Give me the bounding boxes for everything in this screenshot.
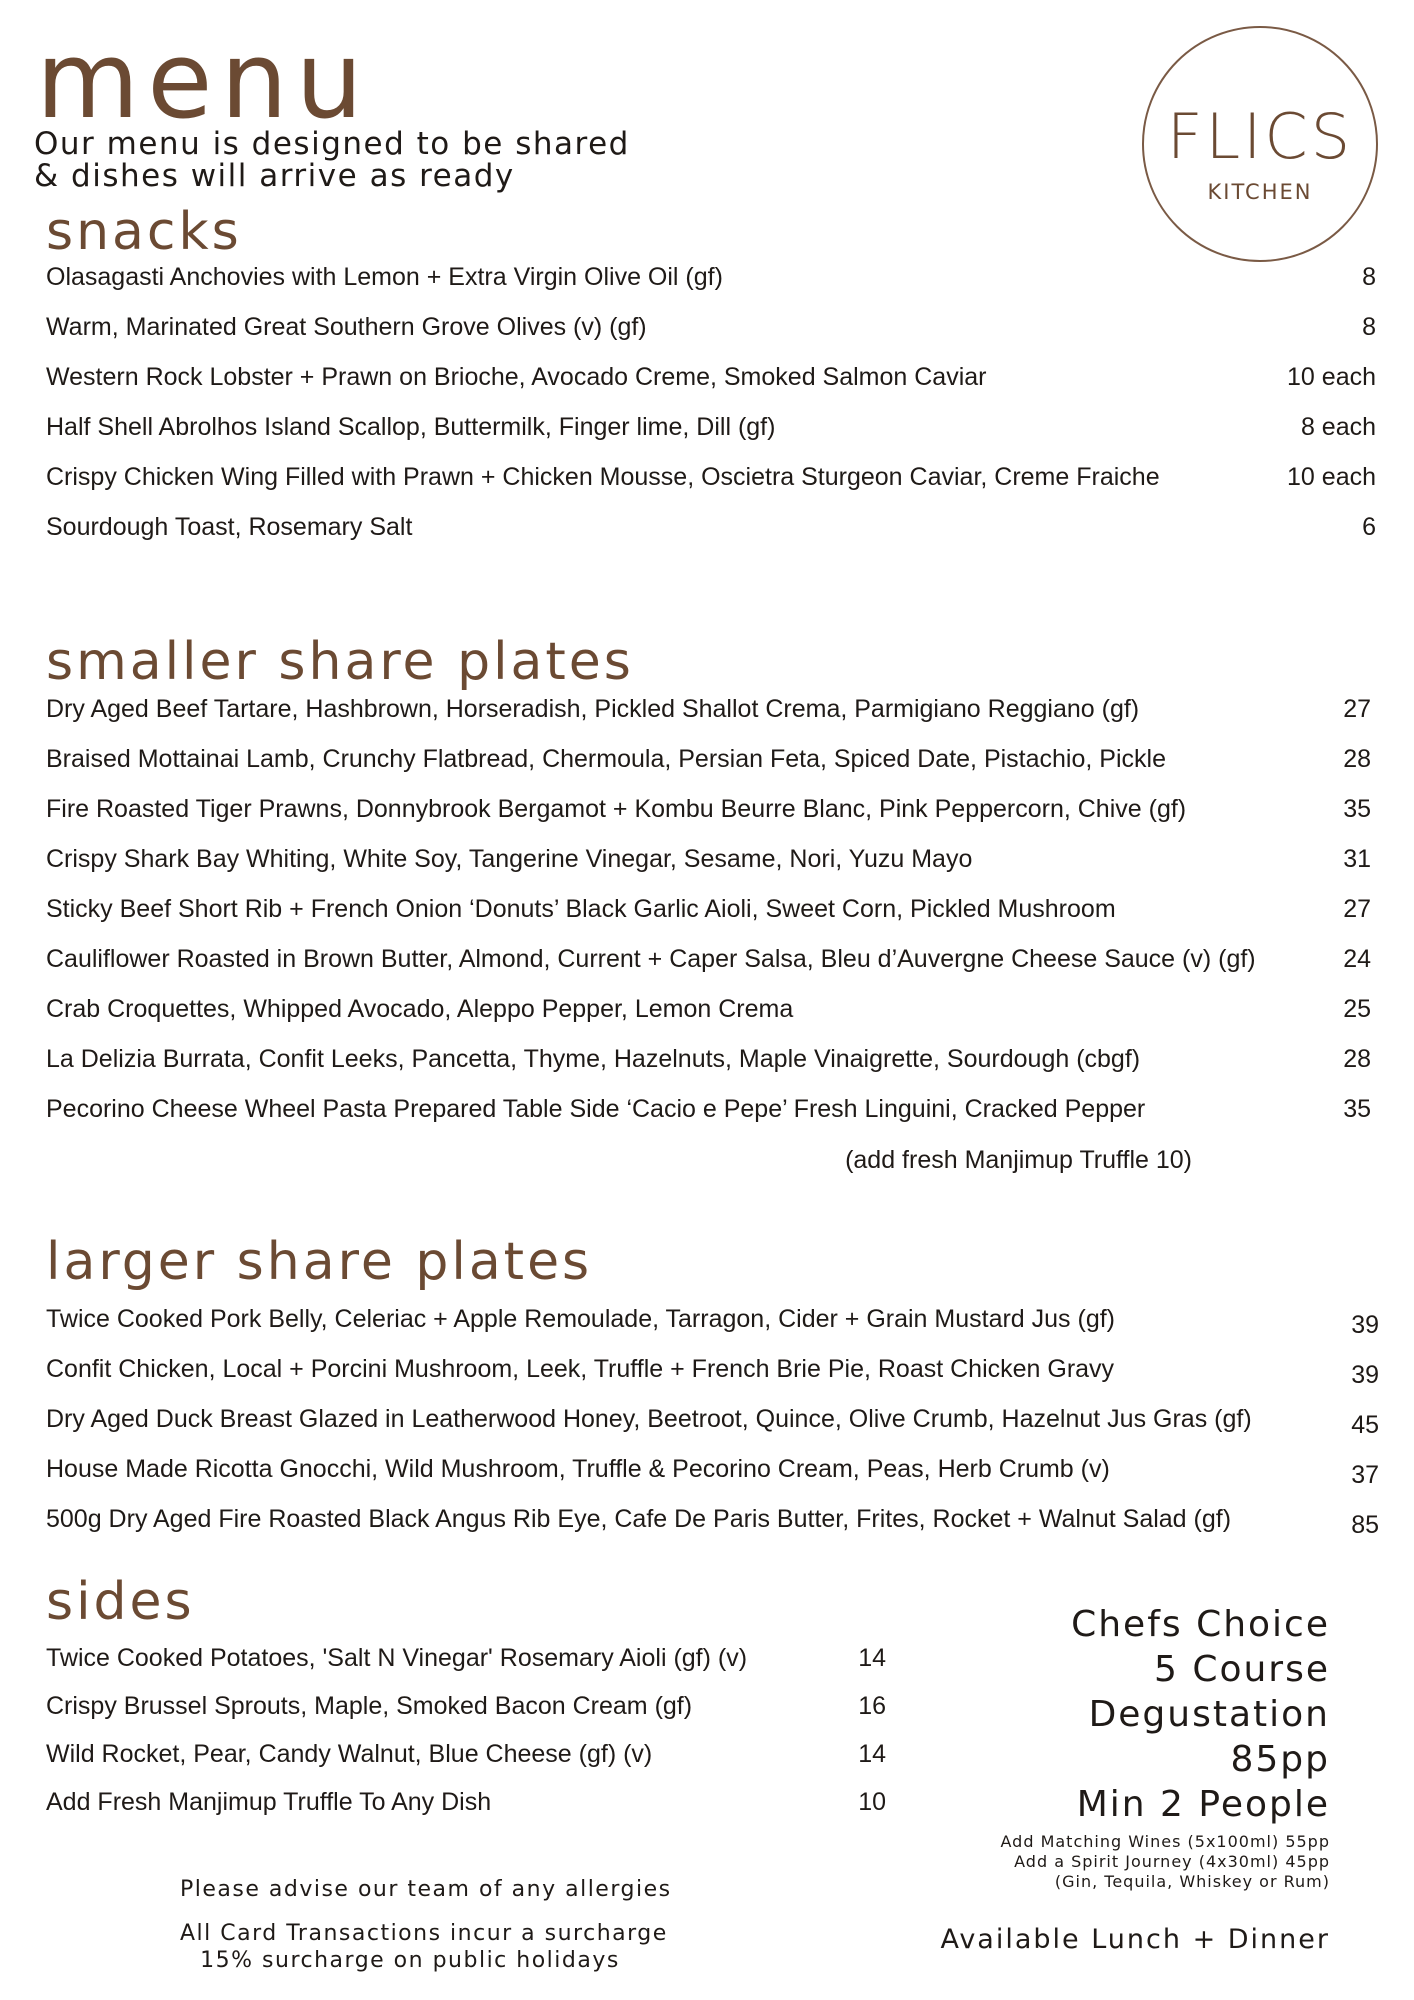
chefs-choice-line: Chefs Choice xyxy=(1071,1604,1330,1645)
list-item xyxy=(46,1034,1371,1084)
list-item xyxy=(46,1634,886,1682)
item-price: 28 xyxy=(1343,1045,1371,1073)
item-name: Add Fresh Manjimup Truffle To Any Dish xyxy=(46,1788,492,1816)
smaller-share-plates-list xyxy=(46,684,1371,1134)
list-item xyxy=(46,684,1371,734)
item-name: Confit Chicken, Local + Porcini Mushroom, Leek, Truffle + French Brie Pie, Roast Chicken Gravy xyxy=(46,1355,1115,1383)
list-item xyxy=(46,1494,1379,1544)
chefs-choice-block xyxy=(850,1602,1330,1827)
item-name: Dry Aged Beef Tartare, Hashbrown, Horseradish, Pickled Shallot Crema, Parmigiano Reggiano (gf) xyxy=(46,695,1140,723)
item-price: 31 xyxy=(1343,845,1371,873)
surcharge-note xyxy=(180,1920,668,1974)
item-name: Pecorino Cheese Wheel Pasta Prepared Table Side ‘Cacio e Pepe’ Fresh Linguini, Cracked Pepper xyxy=(46,1095,1146,1123)
card-surcharge-line: All Card Transactions incur a surcharge xyxy=(180,1921,668,1946)
item-price: 35 xyxy=(1343,795,1371,823)
larger-share-plates-list xyxy=(46,1294,1379,1544)
section-title-smaller-share-plates: smaller share plates xyxy=(46,632,634,692)
flics-kitchen-logo xyxy=(1142,26,1378,262)
item-name: Crab Croquettes, Whipped Avocado, Aleppo Pepper, Lemon Crema xyxy=(46,995,794,1023)
item-price: 8 xyxy=(1362,263,1376,291)
list-item xyxy=(46,1294,1379,1344)
item-name: La Delizia Burrata, Confit Leeks, Pancetta, Thyme, Hazelnuts, Maple Vinaigrette, Sourdough (cbgf) xyxy=(46,1045,1141,1073)
item-name: Sourdough Toast, Rosemary Salt xyxy=(46,513,413,541)
item-name: House Made Ricotta Gnocchi, Wild Mushroom, Truffle & Pecorino Cream, Peas, Herb Crumb (v) xyxy=(46,1455,1110,1483)
list-item xyxy=(46,452,1376,502)
chefs-choice-price: 85pp xyxy=(1230,1739,1330,1780)
item-price: 28 xyxy=(1343,745,1371,773)
list-item xyxy=(46,1444,1379,1494)
item-price: 8 each xyxy=(1300,413,1376,441)
section-title-sides: sides xyxy=(46,1572,195,1632)
item-name: Crispy Chicken Wing Filled with Prawn + Chicken Mousse, Oscietra Sturgeon Caviar, Creme Fraiche xyxy=(46,463,1160,491)
item-name: Sticky Beef Short Rib + French Onion ‘Donuts’ Black Garlic Aioli, Sweet Corn, Pickled Mushroom xyxy=(46,895,1116,923)
list-item xyxy=(46,1084,1371,1134)
item-name: Twice Cooked Potatoes, 'Salt N Vinegar' Rosemary Aioli (gf) (v) xyxy=(46,1644,748,1672)
item-name: Olasagasti Anchovies with Lemon + Extra Virgin Olive Oil (gf) xyxy=(46,263,723,291)
list-item xyxy=(46,402,1376,452)
item-price: 27 xyxy=(1343,895,1371,923)
item-price: 37 xyxy=(1351,1461,1379,1489)
truffle-addon-note: (add fresh Manjimup Truffle 10) xyxy=(845,1146,1192,1174)
snacks-list xyxy=(46,252,1376,552)
item-price: 45 xyxy=(1351,1411,1379,1439)
item-price: 14 xyxy=(858,1740,886,1768)
item-price: 27 xyxy=(1343,695,1371,723)
list-item xyxy=(46,984,1371,1034)
list-item xyxy=(46,1394,1379,1444)
logo-name: FLICS xyxy=(1166,100,1354,173)
item-name: Dry Aged Duck Breast Glazed in Leatherwood Honey, Beetroot, Quince, Olive Crumb, Hazelnut Jus Gras (gf) xyxy=(46,1405,1252,1433)
item-name: Warm, Marinated Great Southern Grove Olives (v) (gf) xyxy=(46,313,647,341)
item-name: Cauliflower Roasted in Brown Butter, Almond, Current + Caper Salsa, Bleu d’Auvergne Cheese Sauce (v) (gf) xyxy=(46,945,1256,973)
list-item xyxy=(46,1344,1379,1394)
item-name: 500g Dry Aged Fire Roasted Black Angus Rib Eye, Cafe De Paris Butter, Frites, Rocket + Walnut Salad (gf) xyxy=(46,1505,1232,1533)
chefs-choice-line: 5 Course xyxy=(1153,1649,1330,1690)
subtitle-line-2: & dishes will arrive as ready xyxy=(34,158,515,194)
list-item xyxy=(46,502,1376,552)
item-name: Crispy Shark Bay Whiting, White Soy, Tangerine Vinegar, Sesame, Nori, Yuzu Mayo xyxy=(46,845,973,873)
list-item xyxy=(46,734,1371,784)
spirit-journey-note: Add a Spirit Journey (4x30ml) 45pp xyxy=(1014,1852,1330,1871)
degustation-extras xyxy=(810,1832,1330,1892)
list-item xyxy=(46,934,1371,984)
logo-tagline: KITCHEN xyxy=(1207,180,1313,204)
list-item xyxy=(46,884,1371,934)
item-name: Braised Mottainai Lamb, Crunchy Flatbread, Chermoula, Persian Feta, Spiced Date, Pistachio, Pickle xyxy=(46,745,1166,773)
list-item xyxy=(46,252,1376,302)
item-name: Crispy Brussel Sprouts, Maple, Smoked Bacon Cream (gf) xyxy=(46,1692,693,1720)
menu-title: menu xyxy=(36,19,371,142)
matching-wines-note: Add Matching Wines (5x100ml) 55pp xyxy=(1000,1832,1330,1851)
list-item xyxy=(46,1730,886,1778)
item-price: 8 xyxy=(1362,313,1376,341)
list-item xyxy=(46,784,1371,834)
item-price: 39 xyxy=(1351,1311,1379,1339)
list-item xyxy=(46,1778,886,1826)
item-price: 10 each xyxy=(1287,463,1376,491)
subtitle-line-1: Our menu is designed to be shared xyxy=(34,126,630,162)
list-item xyxy=(46,302,1376,352)
item-name: Twice Cooked Pork Belly, Celeriac + Apple Remoulade, Tarragon, Cider + Grain Mustard Jus (gf) xyxy=(46,1305,1116,1333)
item-price: 10 each xyxy=(1287,363,1376,391)
spirit-options-note: (Gin, Tequila, Whiskey or Rum) xyxy=(1054,1872,1330,1891)
item-price: 35 xyxy=(1343,1095,1371,1123)
item-price: 6 xyxy=(1362,513,1376,541)
item-price: 85 xyxy=(1351,1511,1379,1539)
item-name: Fire Roasted Tiger Prawns, Donnybrook Bergamot + Kombu Beurre Blanc, Pink Peppercorn, Chive (gf) xyxy=(46,795,1187,823)
item-price: 24 xyxy=(1343,945,1371,973)
list-item xyxy=(46,352,1376,402)
section-title-snacks: snacks xyxy=(46,202,242,262)
item-price: 10 xyxy=(858,1788,886,1816)
holiday-surcharge-line: 15% surcharge on public holidays xyxy=(200,1948,620,1973)
chefs-choice-min: Min 2 People xyxy=(1076,1784,1330,1825)
item-name: Wild Rocket, Pear, Candy Walnut, Blue Cheese (gf) (v) xyxy=(46,1740,653,1768)
item-price: 16 xyxy=(858,1692,886,1720)
menu-subtitle xyxy=(34,128,630,192)
availability-note: Available Lunch + Dinner xyxy=(940,1924,1330,1955)
list-item xyxy=(46,1682,886,1730)
sides-list xyxy=(46,1634,886,1826)
item-price: 39 xyxy=(1351,1361,1379,1389)
item-price: 14 xyxy=(858,1644,886,1672)
item-name: Western Rock Lobster + Prawn on Brioche, Avocado Creme, Smoked Salmon Caviar xyxy=(46,363,987,391)
allergy-note: Please advise our team of any allergies xyxy=(180,1877,672,1902)
item-price: 25 xyxy=(1343,995,1371,1023)
chefs-choice-line: Degustation xyxy=(1088,1694,1330,1735)
list-item xyxy=(46,834,1371,884)
section-title-larger-share-plates: larger share plates xyxy=(46,1232,593,1292)
item-name: Half Shell Abrolhos Island Scallop, Buttermilk, Finger lime, Dill (gf) xyxy=(46,413,776,441)
